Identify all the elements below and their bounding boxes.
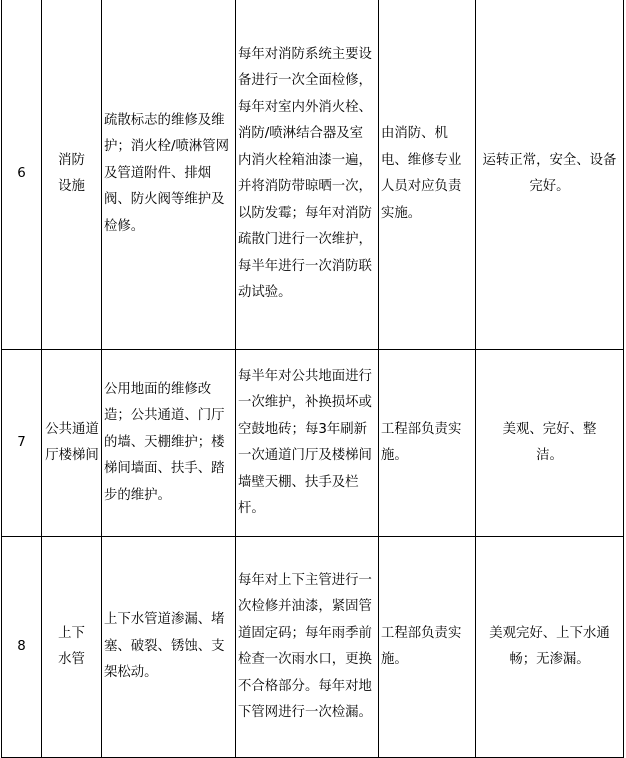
responsible-cell: 由消防、机电、维修专业人员对应负责实施。: [379, 0, 476, 350]
maintenance-table: [1, 0, 624, 758]
maintenance-cycle-cell: 每年对消防系统主要设备进行一次全面检修，每年对室内外消火栓、消防/喷淋结合器及室内消火栓箱油漆一遍，并将消防带晾晒一次，以防发霉；每年对消防疏散门进行一次维护，每半年进行一次消防联动试验。: [236, 0, 379, 350]
table-row: [2, 0, 624, 350]
responsible-cell: 工程部负责实施。: [379, 350, 476, 537]
row-index-cell: 8: [2, 537, 42, 758]
row-index-cell: 6: [2, 0, 42, 350]
item-name-text: 上下水管: [58, 625, 85, 667]
goal-cell: 美观完好、上下水通畅；无渗漏。: [476, 537, 624, 758]
item-name-cell: [42, 537, 102, 758]
table-row: [2, 537, 624, 758]
goal-text: 美观、完好、整洁。: [502, 421, 597, 463]
item-name-text: 消防设施: [58, 152, 85, 194]
goal-cell: [476, 350, 624, 537]
maintenance-cycle-cell: 每年对上下主管进行一次检修并油漆，紧固管道固定码；每年雨季前检查一次雨水口，更换不合格部分。每年对地下管网进行一次检漏。: [236, 537, 379, 758]
item-name-cell: [42, 0, 102, 350]
table-row: [2, 350, 624, 537]
item-name-cell: [42, 350, 102, 537]
goal-cell: 运转正常，安全、设备完好。: [476, 0, 624, 350]
maintenance-scope-cell: 公用地面的维修改造；公共通道、门厅的墙、天棚维护；楼梯间墙面、扶手、踏步的维护。: [102, 350, 236, 537]
maintenance-scope-cell: 上下水管道渗漏、堵塞、破裂、锈蚀、支架松动。: [102, 537, 236, 758]
responsible-cell: 工程部负责实施。: [379, 537, 476, 758]
item-name-text: 公共通道厅楼梯间: [45, 421, 99, 463]
maintenance-cycle-cell: 每半年对公共地面进行一次维护，补换损坏或空鼓地砖；每3年刷新一次通道门厅及楼梯间墙壁天棚、扶手及栏杆。: [236, 350, 379, 537]
row-index-cell: 7: [2, 350, 42, 537]
maintenance-scope-cell: 疏散标志的维修及维护；消火栓/喷淋管网及管道附件、排烟阀、防火阀等维护及检修。: [102, 0, 236, 350]
